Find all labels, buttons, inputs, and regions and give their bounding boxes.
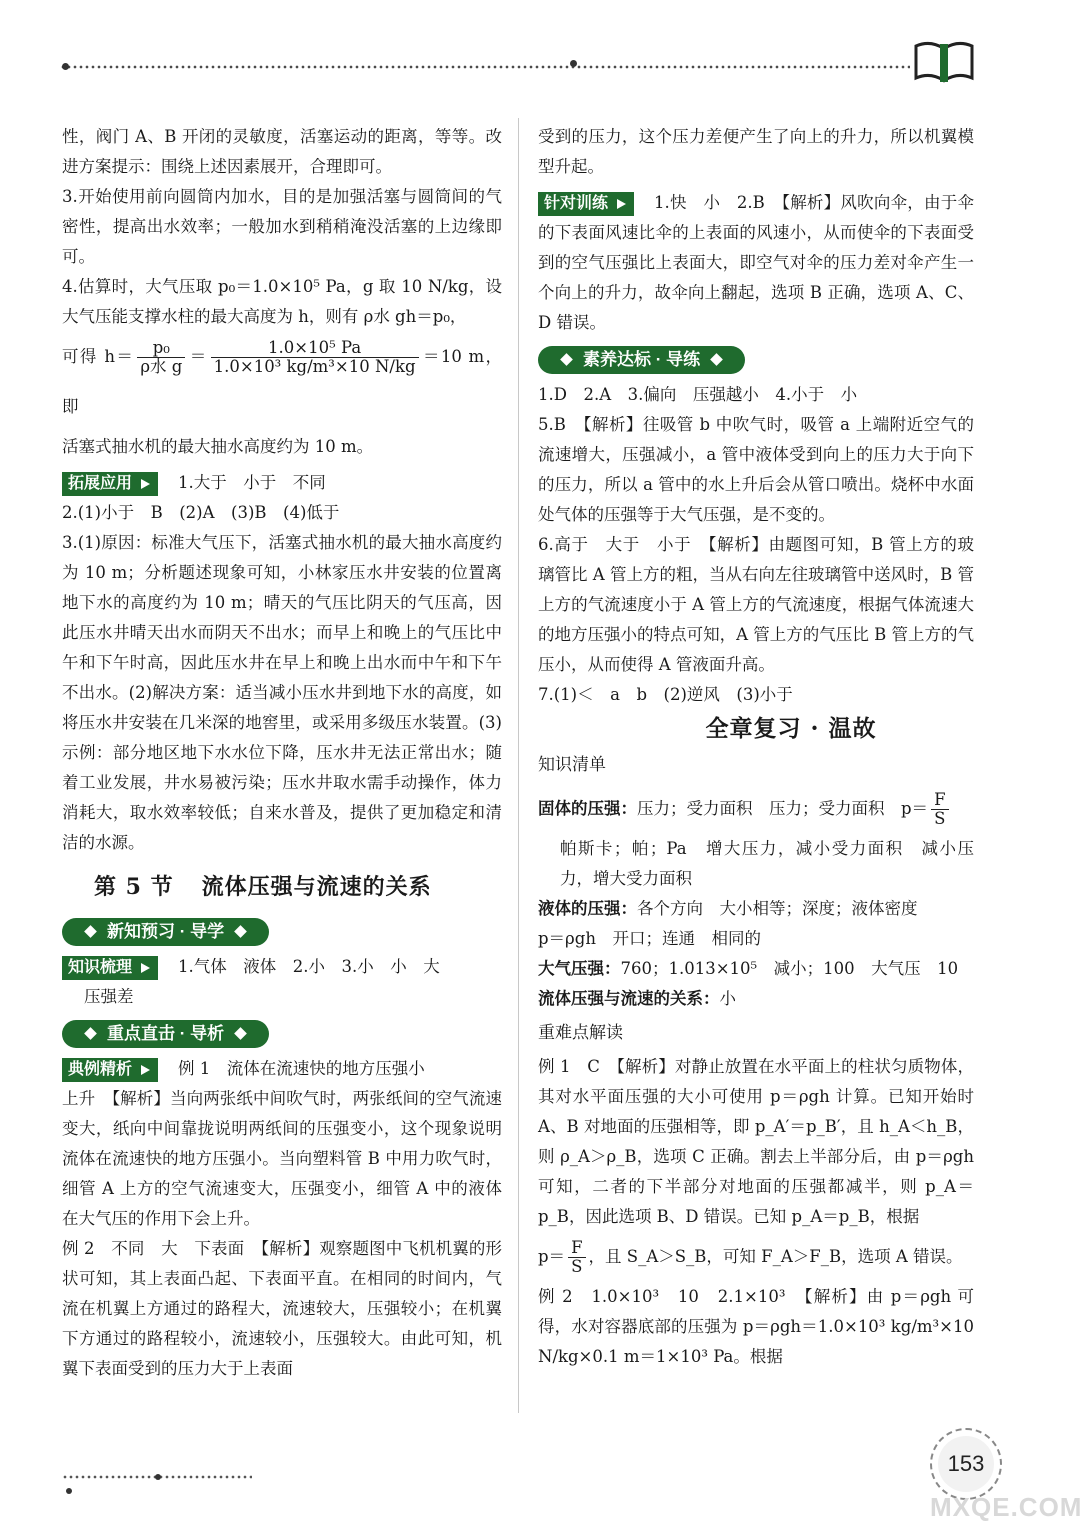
right-paragraph: 1.D 2.A 3.偏向 压强越小 4.小于 小 — [538, 385, 858, 404]
section-number: 第 5 节 — [94, 874, 174, 900]
fraction-numerator: p₀ — [137, 339, 185, 358]
header-dot — [62, 63, 69, 70]
fraction-denominator: 1.0×10³ kg/m³×10 N/kg — [213, 357, 416, 376]
fraction-numerator: F — [568, 1239, 585, 1258]
tag-tuozhan: 拓展应用 — [62, 472, 158, 496]
equals-sign: ＝ — [188, 347, 208, 366]
footer-dot — [66, 1488, 72, 1494]
knowledge-text: 压力；受力面积 压力；受力面积 p＝ — [637, 799, 929, 818]
open-book-icon — [912, 38, 976, 84]
header-dot — [570, 60, 577, 67]
fraction — [931, 791, 948, 828]
sub-heading: 重难点解读 — [538, 1023, 623, 1042]
formula-prefix: 可得 h＝ — [62, 347, 135, 366]
banner-zhongdian — [62, 1020, 269, 1048]
knowledge-item — [538, 784, 974, 834]
header-dotted-line — [60, 64, 910, 70]
diamond-icon — [710, 353, 723, 366]
knowledge-item: p＝ρgh 开口；连通 相同的 — [538, 929, 761, 948]
left-paragraph: 压强差 — [84, 987, 134, 1006]
knowledge-item: 帕斯卡；帕；Pa 增大压力，减小受力面积 减小压力，增大受力面积 — [560, 839, 974, 888]
answer-text: 1.气体 液体 2.小 3.小 小 大 — [178, 957, 440, 976]
diamond-icon — [84, 1027, 97, 1040]
sub-heading: 知识清单 — [538, 755, 606, 774]
banner-label: 重点直击 · 导析 — [107, 1024, 225, 1043]
tag-zhendui: 针对训练 — [538, 192, 634, 216]
diamond-icon — [84, 925, 97, 938]
diamond-icon — [234, 925, 247, 938]
dianli-line — [62, 1054, 502, 1084]
column-divider — [518, 118, 519, 1413]
right-column — [538, 122, 974, 1372]
left-paragraph: 3.(1)原因：标准大气压下，活塞式抽水机的最大抽水高度约为 10 m；分析题述现象可知，小林家压水井安装的位置离地下水的高度约为 10 m；晴天的气压比阴天的气压高，因此压水井晴天出水而阴天不出水；而早上和晚上的气压比中午和下午时高，因此压水井在早上和晚上出水而中午和下午不出水。(2)解决方案：适当减小压水井到地下水的高度，如将压水井安装在几米深的地窖里，或采用多级压水装置。(3)示例：部分地区地下水水位下降，压水井无法正常出水；随着工业发展，井水易被污染；压水井取水需手动操作，体力消耗大，取水效率较低；自来水普及，提供了更加稳定和清洁的水源。 — [62, 533, 502, 852]
right-paragraph: 例 2 1.0×10³ 10 2.1×10³ 【解析】由 p＝ρgh 可得，水对容器底部的压强为 p＝ρgh＝1.0×10³ kg/m³×10 N/kg×0.1 m＝1×10³ Pa。根据 — [538, 1287, 974, 1366]
right-paragraph: 5.B 【解析】往吸管 b 中吹气时，吸管 a 上端附近空气的流速增大，压强减小，a 管中液体受到向上的压力大于向下的压力，所以 a 管中的水上升后会从管口喷出。烧杯中水面处气体的压强等于大气压强，是不变的。 — [538, 415, 974, 524]
knowledge-text: 760；1.013×10⁵ 减小；100 大气压 10 — [620, 959, 959, 978]
zhendui-block — [538, 188, 974, 338]
formula-prefix: p＝ — [538, 1247, 566, 1266]
fraction — [137, 339, 185, 376]
answer-text: 1.大于 小于 不同 — [178, 473, 326, 492]
left-paragraph: 例 2 不同 大 下表面 【解析】观察题图中飞机机翼的形状可知，其上表面凸起、下表面平直。在相同的时间内，气流在机翼上方通过的路程大，流速较大，压强较小；在机翼下方通过的路程较小，流速较小，压强较大。由此可知，机翼下表面受到的压力大于上表面 — [62, 1239, 502, 1378]
banner-label: 新知预习 · 导学 — [107, 922, 225, 941]
knowledge-text: 各个方向 大小相等；深度；液体密度 — [637, 899, 918, 918]
answer-text: 1.快 小 2.B 【解析】风吹向伞，由于伞的下表面风速比伞的上表面的风速小，从而使伞的下表面受到的空气压强比上表面大，即空气对伞的压力差对伞产生一个向上的升力，故伞向上翻起，选项 B 正确，选项 A、C、D 错误。 — [538, 193, 974, 332]
knowledge-label: 大气压强： — [538, 960, 621, 978]
fraction-denominator: S — [934, 809, 946, 828]
zhishi-line — [62, 952, 502, 982]
tuozhan-line — [62, 468, 502, 498]
right-paragraph: 受到的压力，这个压力差便产生了向上的升力，所以机翼模型升起。 — [538, 127, 974, 176]
left-paragraph: 4.估算时，大气压取 p₀＝1.0×10⁵ Pa，g 取 10 N/kg，设大气压能支撑水柱的最大高度为 h，则有 ρ水 gh＝p₀， — [62, 277, 502, 326]
banner-label: 素养达标 · 导练 — [583, 350, 701, 369]
knowledge-label: 固体的压强： — [538, 800, 637, 818]
diamond-icon — [234, 1027, 247, 1040]
section-title — [94, 872, 502, 902]
fraction-denominator: ρ水 g — [140, 357, 183, 376]
knowledge-label: 液体的压强： — [538, 900, 637, 918]
formula-line — [538, 1232, 974, 1282]
section-name: 流体压强与流速的关系 — [201, 874, 432, 900]
page-number: 153 — [938, 1436, 994, 1492]
left-paragraph: 2.(1)小于 B (2)A (3)B (4)低于 — [62, 503, 340, 522]
banner-xinzhi — [62, 918, 269, 946]
right-paragraph: 7.(1)＜ a b (2)逆风 (3)小于 — [538, 685, 793, 704]
formula-suffix: ＝10 m，即 — [62, 347, 503, 416]
left-paragraph: 活塞式抽水机的最大抽水高度约为 10 m。 — [62, 437, 374, 456]
left-paragraph: 3.开始使用前向圆筒内加水，目的是加强活塞与圆筒间的气密性，提高出水效率；一般加水到稍稍淹没活塞的上边缘即可。 — [62, 187, 502, 266]
right-paragraph: 例 1 C 【解析】对静止放置在水平面上的柱状匀质物体，其对水平面压强的大小可使用 p＝ρgh 计算。已知开始时 A、B 对地面的压强相等，即 p_A′＝p_B′，且 h_A＜h_B，则 ρ_A＞ρ_B，选项 C 正确。割去上半部分后，由 p＝ρgh 可知，二者的下半部分对地面的压强都减半，则 p_A＝p_B，因此选项 B、D 错误。已知 p_A＝p_B，根据 — [538, 1057, 974, 1226]
formula-line — [62, 332, 502, 432]
knowledge-label: 流体压强与流速的关系： — [538, 990, 720, 1008]
tag-zhishi: 知识梳理 — [62, 956, 158, 980]
diamond-icon — [560, 353, 573, 366]
knowledge-text: 小 — [719, 989, 736, 1008]
chapter-title: 全章复习 · 温故 — [705, 715, 877, 742]
knowledge-item — [538, 954, 974, 984]
page-number-badge — [930, 1428, 1002, 1500]
answer-text: 例 1 流体在流速快的地方压强小 — [178, 1059, 425, 1078]
footer-dot — [155, 1474, 161, 1480]
banner-suyang — [538, 346, 745, 374]
left-column — [62, 122, 502, 1384]
right-paragraph: 6.高于 大于 小于 【解析】由题图可知，B 管上方的玻璃管比 A 管上方的粗，当从右向左往玻璃管中送风时，B 管上方的气流速度小于 A 管上方的气流速度，根据气体流速大的地方压强小的特点可知，A 管上方的气压比 B 管上方的气压小，从而使得 A 管液面升高。 — [538, 535, 974, 674]
formula-suffix: ，且 S_A＞S_B，可知 F_A＞F_B，选项 A 错误。 — [588, 1247, 963, 1266]
fraction — [568, 1239, 585, 1276]
watermark: MXQE.COM — [930, 1492, 1082, 1522]
left-paragraph: 性，阀门 A、B 开闭的灵敏度，活塞运动的距离，等等。改进方案提示：围绕上述因素展开，合理即可。 — [62, 127, 502, 176]
knowledge-item — [538, 894, 974, 924]
fraction-denominator: S — [571, 1257, 583, 1276]
left-paragraph: 上升 【解析】当向两张纸中间吹气时，两张纸间的空气流速变大，纸向中间靠拢说明两纸间的压强变小，这个现象说明流体在流速快的地方压强小。当向塑料管 B 中用力吹气时，细管 A 上方的空气流速变大，压强变小，细管 A 中的液体在大气压的作用下会上升。 — [62, 1089, 502, 1228]
fraction-numerator: 1.0×10⁵ Pa — [211, 339, 419, 358]
fraction — [211, 339, 419, 376]
tag-dianli: 典例精析 — [62, 1058, 158, 1082]
fraction-numerator: F — [931, 791, 948, 810]
knowledge-item — [538, 984, 974, 1014]
